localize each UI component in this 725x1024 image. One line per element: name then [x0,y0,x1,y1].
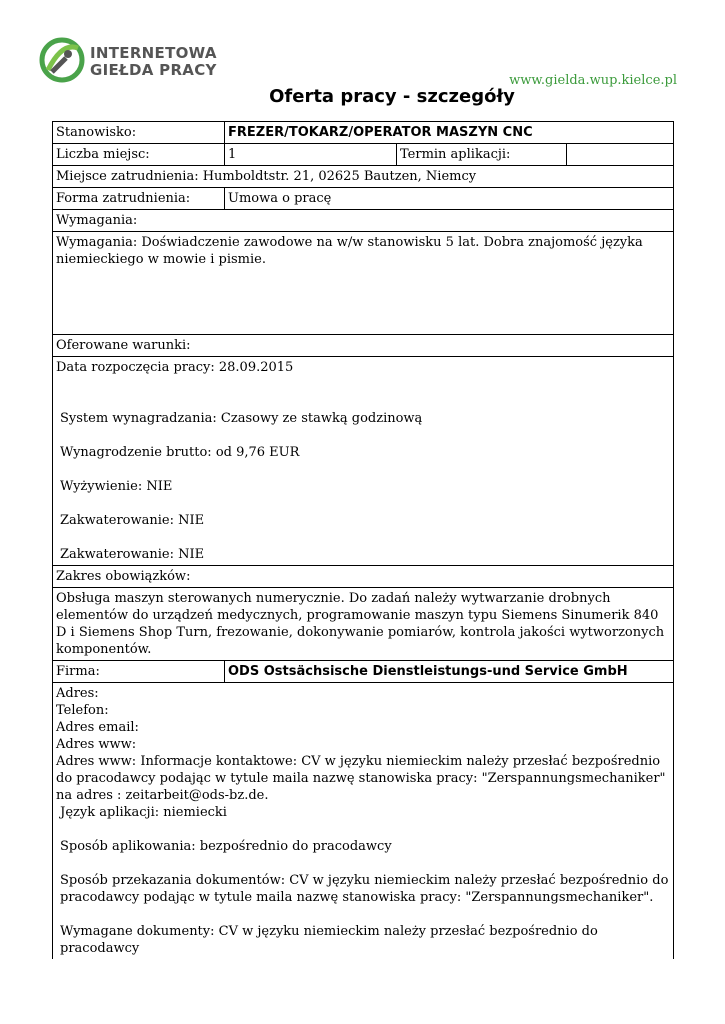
row-miejsce [53,166,674,188]
termin-value [567,144,674,166]
forma-label: Forma zatrudnienia: [53,188,225,210]
firma-value: ODS Ostsächsische Dienstleistungs-und Service GmbH [225,661,674,683]
contact-email: Adres email: [56,720,139,735]
logo-text-line1: INTERNETOWA [90,44,217,62]
contact-sposob: Sposób aplikowania: bezpośrednio do pracodawcy [60,839,392,854]
warunki-wyzywienie: Wyżywienie: NIE [60,479,173,494]
liczba-label: Liczba miejsc: [53,144,225,166]
warunki-label: Oferowane warunki: [53,335,674,357]
zakres-label: Zakres obowiązków: [53,566,674,588]
row-warunki [53,357,674,566]
warunki-zakwaterowanie-1: Zakwaterowanie: NIE [60,513,205,528]
warunki-wynagrodzenie: Wynagrodzenie brutto: od 9,76 EUR [60,445,300,460]
row-zakres-label [53,566,674,588]
zakres-text: Obsługa maszyn sterowanych numerycznie. Do zadań należy wytwarzanie drobnych elementów do urządzeń medycznych, programowanie maszyn typu Siemens Sinumerik 840 D i Siemens Shop Turn, frezowanie, dokonywanie pomiarów, kontrola jakości wytworzonych komponentów. [53,588,674,661]
miejsce-value: Miejsce zatrudnienia: Humboldtstr. 21, 02625 Bautzen, Niemcy [53,166,674,188]
liczba-value: 1 [225,144,397,166]
row-stanowisko [53,122,674,144]
row-firma [53,661,674,683]
row-forma [53,188,674,210]
forma-value: Umowa o pracę [225,188,674,210]
wymagania-text: Wymagania: Doświadczenie zawodowe na w/w stanowisku 5 lat. Dobra znajomość języka niemieckiego w mowie i pismie. [53,232,674,335]
logo [38,36,228,92]
row-contact [53,683,674,960]
warunki-start-date: Data rozpoczęcia pracy: 28.09.2015 [56,360,294,375]
warunki-zakwaterowanie-2: Zakwaterowanie: NIE [60,547,205,562]
contact-info: Adres www: Informacje kontaktowe: CV w języku niemieckim należy przesłać bezpośrednio do pracodawcy podając w tytule maila nazwę stanowiska pracy: "Zerspannungsmechaniker" na adres : zeitarbeit@ods-bz.de. [56,754,666,803]
contact-www: Adres www: [56,737,137,752]
stanowisko-value: FREZER/TOKARZ/OPERATOR MASZYN CNC [225,122,674,144]
contact-dokumenty: Sposób przekazania dokumentów: CV w języku niemieckim należy przesłać bezpośrednio do pracodawcy podając w tytule maila nazwę stanowiska pracy: "Zerspannungsmechaniker". [60,873,669,905]
termin-label: Termin aplikacji: [397,144,567,166]
stanowisko-label: Stanowisko: [53,122,225,144]
logo-text-line2: GIEŁDA PRACY [90,61,217,79]
row-wymagania-label [53,210,674,232]
logo-icon [38,36,86,84]
contact-block [53,683,674,960]
contact-wymagane: Wymagane dokumenty: CV w języku niemieckim należy przesłać bezpośrednio do pracodawcy [60,924,598,956]
contact-jezyk: Język aplikacji: niemiecki [56,805,227,820]
row-warunki-label [53,335,674,357]
contact-telefon: Telefon: [56,703,109,718]
contact-adres: Adres: [56,686,99,701]
row-wymagania-text [53,232,674,335]
site-url[interactable]: www.gielda.wup.kielce.pl [509,73,677,88]
row-zakres-text [53,588,674,661]
wymagania-label: Wymagania: [53,210,674,232]
page-title: Oferta pracy - szczegóły [269,86,515,107]
warunki-block [53,357,674,566]
firma-label: Firma: [53,661,225,683]
warunki-system: System wynagradzania: Czasowy ze stawką godzinową [60,411,423,426]
offer-table [52,121,674,959]
row-liczba [53,144,674,166]
